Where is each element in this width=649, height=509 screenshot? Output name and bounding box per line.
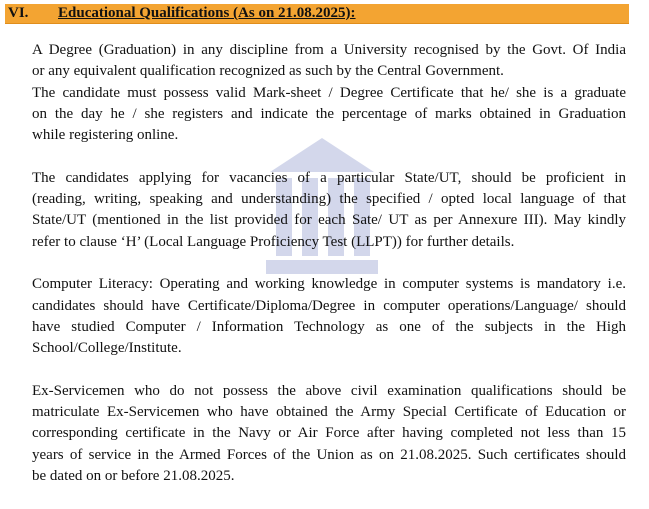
text-line: A Degree (Graduation) in any discipline from a University recognised by the Govt. Of India [32, 42, 626, 58]
text-line: candidates should have Certificate/Diploma/Degree in computer operations/Language/ should [32, 297, 626, 314]
text-line: (reading, writing, speaking and understanding) the specified / opted local language of that [32, 191, 626, 208]
text-line: or any equivalent qualification recognized as such by the Central Government. [32, 63, 504, 80]
text-line: while registering online. [32, 127, 179, 144]
text-line: refer to clause ‘H’ (Local Language Proficiency Test (LLPT)) for further details. [32, 233, 515, 250]
text-line: corresponding certificate in the Navy or Air Force after having completed not less than 15 [32, 425, 626, 442]
section-title: Educational Qualifications (As on 21.08.2025): [58, 5, 356, 21]
text-line: have studied Computer / Information Technology as one of the subjects in the High [32, 318, 626, 335]
section-number: VI. [8, 5, 29, 21]
computer-literacy-paragraph [32, 274, 626, 359]
text-line: Computer Literacy: Operating and working knowledge in computer systems is mandatory i.e. [32, 276, 626, 293]
text-line: years of service in the Armed Forces of the Union as on 21.08.2025. Such certificates should [32, 446, 626, 463]
local-language-paragraph [32, 168, 626, 253]
text-line: on the day he / she registers and indicate the percentage of marks obtained in Graduation [32, 105, 626, 122]
text-line: School/College/Institute. [32, 340, 182, 357]
degree-requirement-paragraph [32, 40, 626, 146]
section-body [32, 40, 626, 509]
text-line: The candidates applying for vacancies of a particular State/UT, should be proficient in [32, 169, 626, 186]
section-header [5, 4, 629, 24]
ex-servicemen-paragraph [32, 381, 626, 487]
text-line: The candidate must possess valid Mark-sheet / Degree Certificate that he/ she is a graduate [32, 84, 626, 101]
text-line: be dated on or before 21.08.2025. [32, 467, 235, 484]
text-line: Ex-Servicemen who do not possess the above civil examination qualifications should be [32, 382, 626, 399]
text-line: State/UT (mentioned in the list provided for each Sate/ UT as per Annexure III). May kindly [32, 212, 626, 229]
text-line: matriculate Ex-Servicemen who have obtained the Army Special Certificate of Education or [32, 404, 626, 421]
